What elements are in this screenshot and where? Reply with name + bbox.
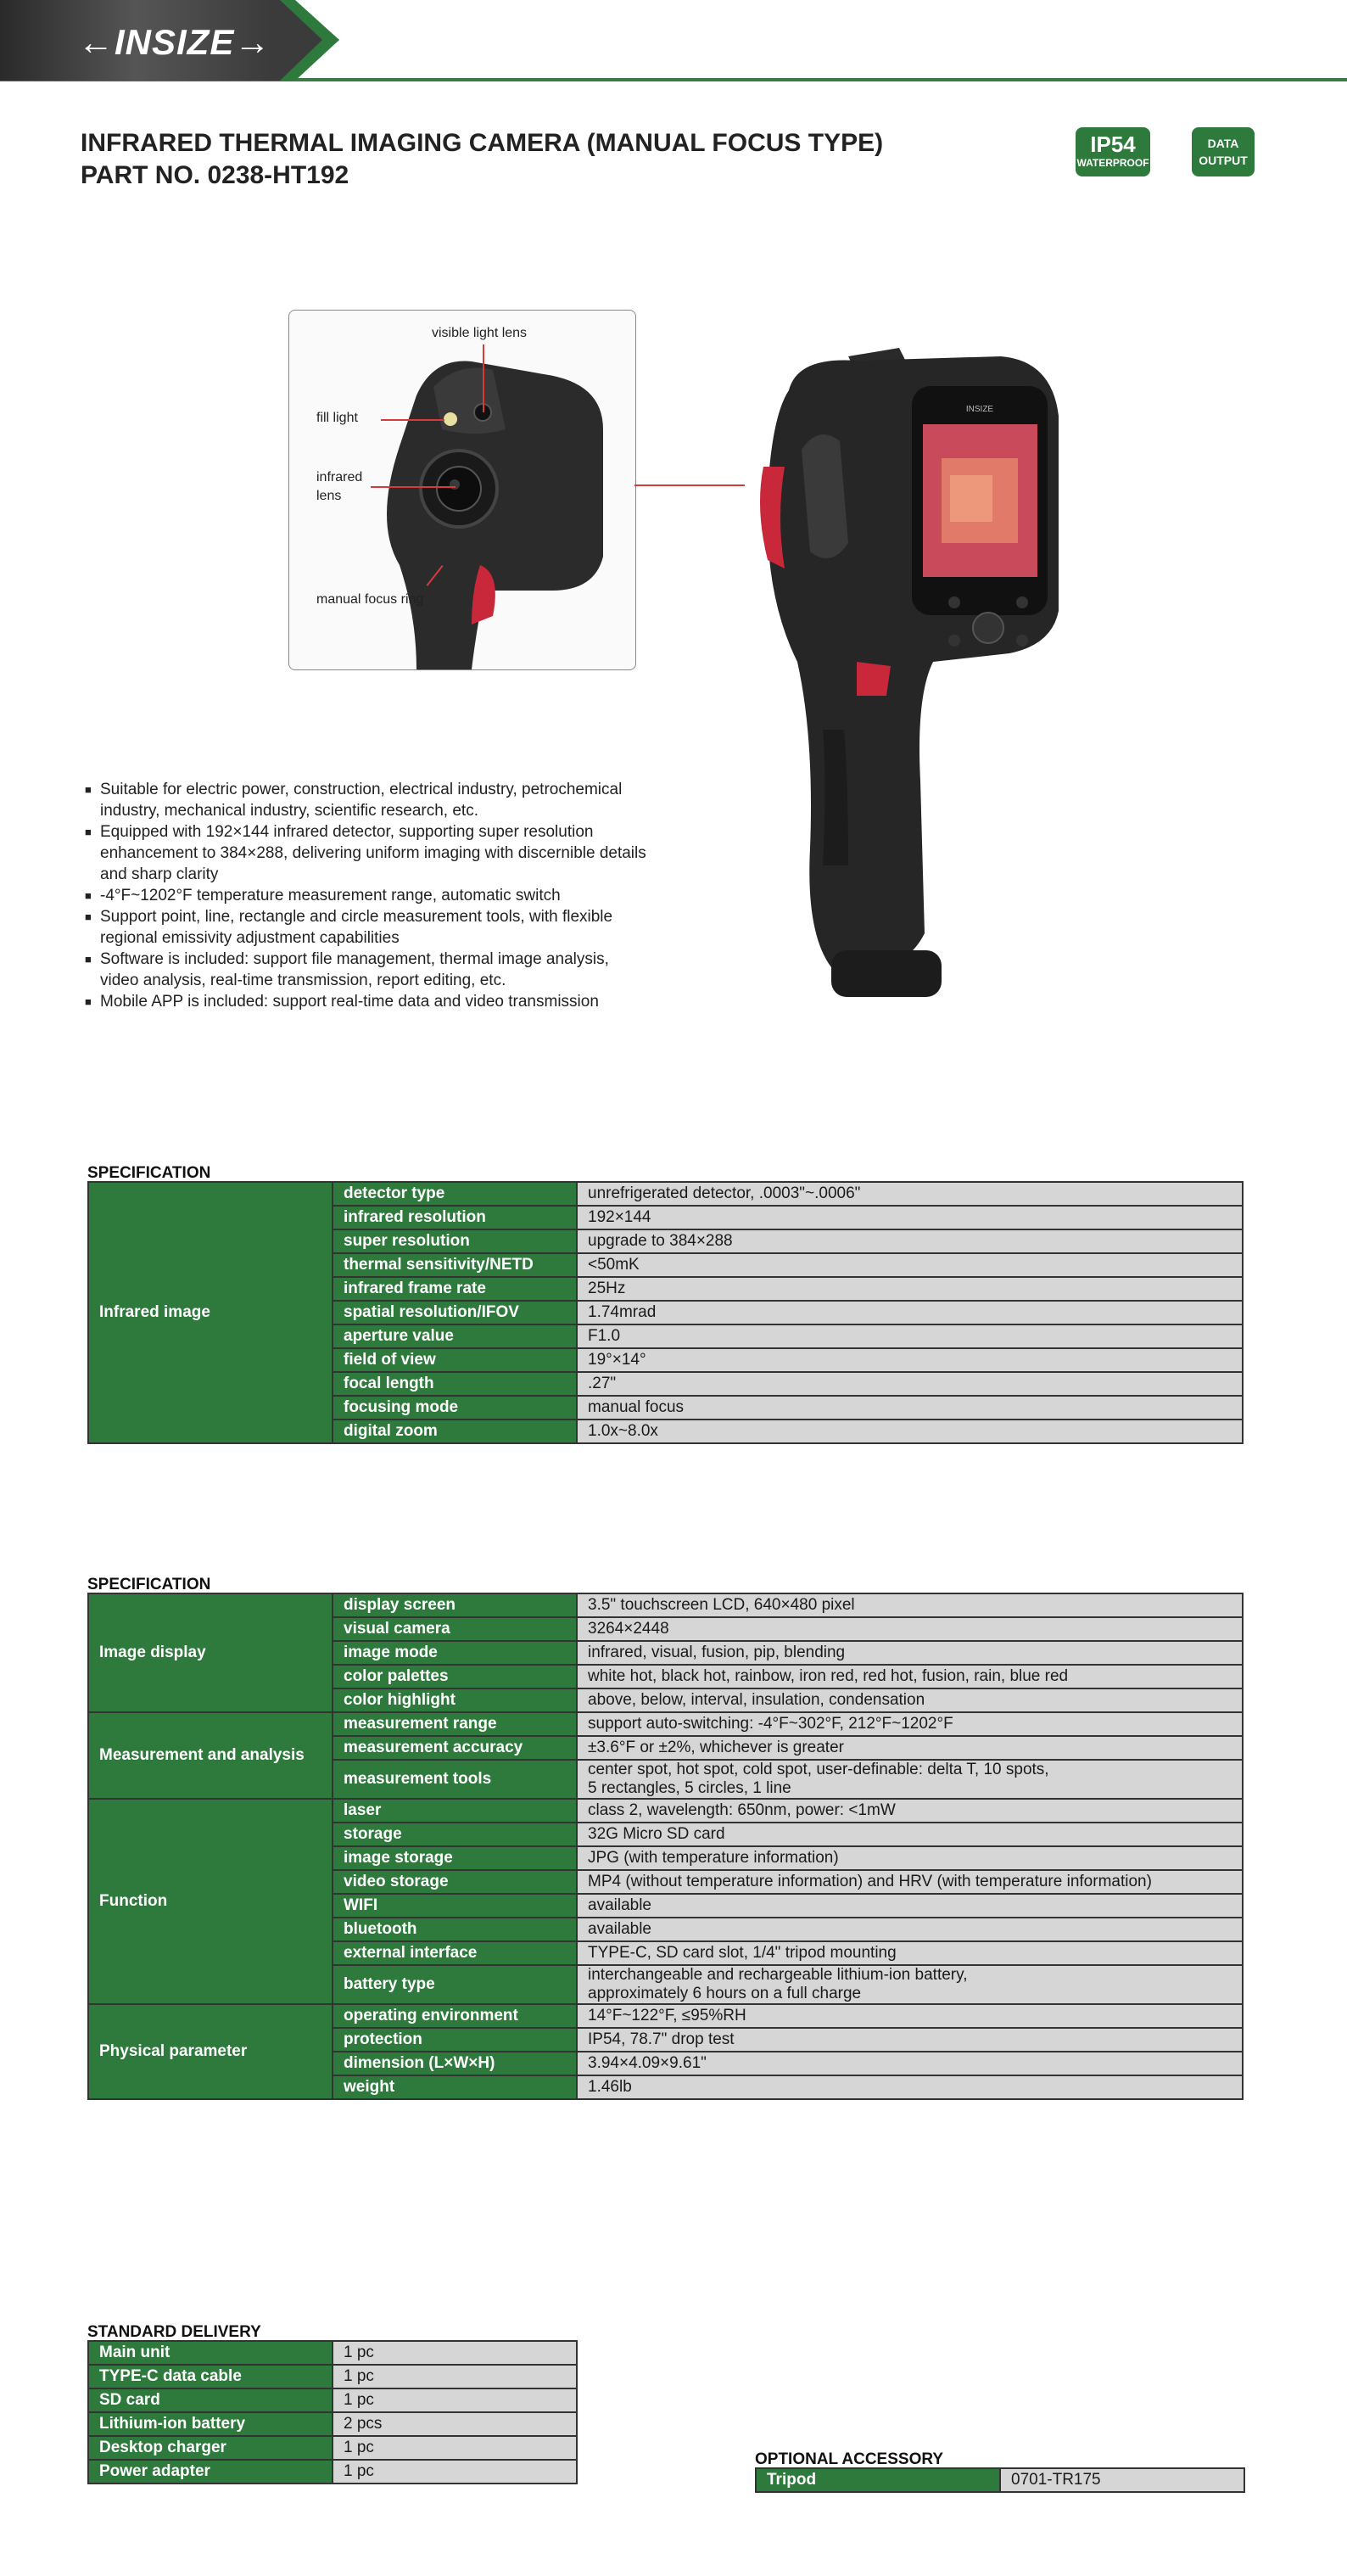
delivery-item: Main unit [88, 2341, 333, 2365]
spec-key: storage [333, 1823, 577, 1846]
spec-value-line: above, below, interval, insulation, condensation [588, 1691, 925, 1709]
feature-line: ■ Equipped with 192×144 infrared detector, supporting super resolution [100, 823, 594, 841]
spec-value-line: class 2, wavelength: 650nm, power: <1mW [588, 1801, 896, 1819]
label-manual-focus-ring: manual focus ring [316, 592, 424, 607]
group-label: Function [88, 1799, 333, 2004]
feature-line: industry, mechanical industry, scientific research, etc. [100, 802, 478, 820]
delivery-item: TYPE-C data cable [88, 2365, 333, 2388]
delivery-qty: 1 pc [333, 2341, 577, 2365]
spec-value-line: center spot, hot spot, cold spot, user-definable: delta T, 10 spots, [588, 1761, 1049, 1778]
delivery-heading: STANDARD DELIVERY [87, 2323, 261, 2341]
label-infrared-lens-2: lens [316, 489, 342, 503]
label-infrared-lens-1: infrared [316, 470, 363, 484]
label-fill-light: fill light [316, 411, 358, 425]
label-infrared-lens [316, 468, 362, 506]
spec-key: infrared resolution [333, 1206, 577, 1229]
table-row [88, 1593, 1243, 1617]
spec-value-line: infrared, visual, fusion, pip, blending [588, 1644, 846, 1661]
spec-key: focal length [333, 1372, 577, 1396]
spec1-heading: SPECIFICATION [87, 1164, 211, 1182]
spec-value [577, 1617, 1243, 1641]
spec-value [577, 1846, 1243, 1870]
accessory-part-number: 0701-TR175 [1000, 2468, 1244, 2492]
part-number: PART NO. 0238-HT192 [81, 161, 349, 189]
spec-key: digital zoom [333, 1420, 577, 1443]
spec-key: aperture value [333, 1324, 577, 1348]
feature-line: enhancement to 384×288, delivering uniform imaging with discernible details [100, 844, 646, 862]
leader-visible-light-lens [483, 344, 484, 412]
spec-key: thermal sensitivity/NETD [333, 1253, 577, 1277]
data-output-line1: DATA [1207, 137, 1239, 150]
spec-value [577, 1665, 1243, 1688]
spec-key: WIFI [333, 1894, 577, 1918]
spec-table-infrared-image [87, 1181, 1244, 1444]
leader-fill-light [381, 419, 444, 421]
spec-key: laser [333, 1799, 577, 1823]
camera-screen-brand: INSIZE [965, 405, 994, 414]
optional-heading: OPTIONAL ACCESSORY [755, 2450, 944, 2468]
spec-value-line: available [588, 1896, 651, 1914]
feature-line: video analysis, real-time transmission, report editing, etc. [100, 972, 506, 989]
spec-value: 192×144 [577, 1206, 1243, 1229]
spec-key: image mode [333, 1641, 577, 1665]
spec-key: visual camera [333, 1617, 577, 1641]
optional-accessory-table [755, 2467, 1245, 2493]
ip54-badge [1076, 127, 1150, 176]
page-title [81, 127, 883, 192]
spec-value-line: ±3.6°F or ±2%, whichever is greater [588, 1739, 844, 1756]
spec-value-line: approximately 6 hours on a full charge [588, 1985, 862, 2002]
spec-value-line: available [588, 1920, 651, 1938]
table-row [88, 1182, 1243, 1206]
spec-value-line: 1.46lb [588, 2078, 632, 2096]
feature-item [85, 949, 713, 991]
table-row [88, 2341, 577, 2365]
delivery-item: Lithium-ion battery [88, 2412, 333, 2436]
spec-key: field of view [333, 1348, 577, 1372]
table-row [88, 2460, 577, 2484]
table-row [88, 1799, 1243, 1823]
spec-key: dimension (L×W×H) [333, 2052, 577, 2075]
ip54-badge-rating: IP54 [1090, 132, 1136, 157]
lens-callout-image [288, 310, 636, 670]
feature-line: ■ -4°F~1202°F temperature measurement range, automatic switch [100, 887, 561, 904]
spec-value-line: MP4 (without temperature information) and HRV (with temperature information) [588, 1873, 1152, 1890]
spec-key: display screen [333, 1593, 577, 1617]
delivery-item: SD card [88, 2388, 333, 2412]
delivery-item: Power adapter [88, 2460, 333, 2484]
delivery-qty: 1 pc [333, 2365, 577, 2388]
spec-value [577, 1736, 1243, 1760]
delivery-qty: 1 pc [333, 2388, 577, 2412]
spec-key: operating environment [333, 2004, 577, 2028]
spec-key: video storage [333, 1870, 577, 1894]
spec-key: bluetooth [333, 1918, 577, 1941]
spec-value-line: white hot, black hot, rainbow, iron red, red hot, fusion, rain, blue red [588, 1667, 1069, 1685]
feature-item [85, 821, 713, 885]
spec-key: measurement accuracy [333, 1736, 577, 1760]
spec-value: 25Hz [577, 1277, 1243, 1301]
delivery-qty: 2 pcs [333, 2412, 577, 2436]
spec-key: protection [333, 2028, 577, 2052]
spec-key: measurement range [333, 1712, 577, 1736]
spec-key: color palettes [333, 1665, 577, 1688]
spec-value: 1.74mrad [577, 1301, 1243, 1324]
spec-value-line: 3264×2448 [588, 1620, 669, 1638]
spec-value-line: TYPE-C, SD card slot, 1/4" tripod mounting [588, 1944, 897, 1962]
spec-key: detector type [333, 1182, 577, 1206]
data-output-badge [1192, 127, 1255, 176]
spec-value [577, 2028, 1243, 2052]
spec-key: color highlight [333, 1688, 577, 1712]
spec-value [577, 1688, 1243, 1712]
table-row [88, 2436, 577, 2460]
spec-value: manual focus [577, 1396, 1243, 1420]
spec-value [577, 1870, 1243, 1894]
spec-value [577, 1965, 1243, 2004]
table-row [756, 2468, 1244, 2492]
brand-logo-text: INSIZE [115, 22, 235, 62]
spec-key: measurement tools [333, 1760, 577, 1799]
spec2-heading: SPECIFICATION [87, 1576, 211, 1593]
feature-line: ■ Suitable for electric power, construction, electrical industry, petrochemical [100, 781, 623, 798]
spec-key: infrared frame rate [333, 1277, 577, 1301]
delivery-qty: 1 pc [333, 2460, 577, 2484]
feature-line: regional emissivity adjustment capabilities [100, 929, 400, 947]
feature-list [85, 779, 713, 1012]
group-label: Measurement and analysis [88, 1712, 333, 1799]
spec-value-line: interchangeable and rechargeable lithium-ion battery, [588, 1966, 968, 1984]
brand-logo: ←INSIZE→ [78, 22, 271, 62]
spec-key: spatial resolution/IFOV [333, 1301, 577, 1324]
accessory-name: Tripod [756, 2468, 1000, 2492]
feature-line: ■ Software is included: support file management, thermal image analysis, [100, 950, 609, 968]
feature-item [85, 991, 713, 1012]
table-row [88, 2004, 1243, 2028]
spec-value [577, 1712, 1243, 1736]
spec-value [577, 1799, 1243, 1823]
callout-connector-line [634, 484, 745, 486]
spec-value: unrefrigerated detector, .0003"~.0006" [577, 1182, 1243, 1206]
spec-value: upgrade to 384×288 [577, 1229, 1243, 1253]
spec-value [577, 1823, 1243, 1846]
spec-value [577, 1760, 1243, 1799]
spec-value [577, 1894, 1243, 1918]
group-label: Image display [88, 1593, 333, 1712]
group-label: Infrared image [88, 1182, 333, 1443]
feature-line: and sharp clarity [100, 865, 219, 883]
spec-value: <50mK [577, 1253, 1243, 1277]
spec-key: weight [333, 2075, 577, 2099]
delivery-qty: 1 pc [333, 2436, 577, 2460]
leader-infrared-lens [371, 486, 456, 488]
table-row [88, 2388, 577, 2412]
spec-value: 1.0x~8.0x [577, 1420, 1243, 1443]
spec-value [577, 2004, 1243, 2028]
feature-item [85, 885, 713, 906]
data-output-line2: OUTPUT [1199, 154, 1248, 167]
feature-line: ■ Mobile APP is included: support real-time data and video transmission [100, 993, 599, 1011]
label-visible-light-lens: visible light lens [432, 326, 528, 340]
spec-value: .27" [577, 1372, 1243, 1396]
spec-value-line: JPG (with temperature information) [588, 1849, 839, 1867]
spec-key: battery type [333, 1965, 577, 2004]
spec-value [577, 1918, 1243, 1941]
spec-value [577, 1593, 1243, 1617]
spec-value-line: IP54, 78.7" drop test [588, 2030, 735, 2048]
table-row [88, 2365, 577, 2388]
spec-value [577, 2052, 1243, 2075]
feature-item [85, 906, 713, 949]
delivery-item: Desktop charger [88, 2436, 333, 2460]
thermal-camera-product-image [738, 339, 1060, 1018]
spec-table-general [87, 1593, 1244, 2100]
product-name: INFRARED THERMAL IMAGING CAMERA (MANUAL FOCUS TYPE) [81, 129, 884, 157]
spec-key: image storage [333, 1846, 577, 1870]
feature-line: ■ Support point, line, rectangle and circle measurement tools, with flexible [100, 908, 613, 926]
spec-value: F1.0 [577, 1324, 1243, 1348]
spec-value: 19°×14° [577, 1348, 1243, 1372]
spec-value-line: 5 rectangles, 5 circles, 1 line [588, 1779, 791, 1797]
spec-value [577, 1941, 1243, 1965]
table-row [88, 2412, 577, 2436]
spec-value-line: 14°F~122°F, ≤95%RH [588, 2007, 746, 2024]
table-row [88, 1712, 1243, 1736]
spec-value [577, 2075, 1243, 2099]
spec-value-line: 32G Micro SD card [588, 1825, 725, 1843]
spec-value [577, 1641, 1243, 1665]
standard-delivery-table [87, 2340, 578, 2484]
spec-key: super resolution [333, 1229, 577, 1253]
feature-item [85, 779, 713, 821]
spec-value-line: 3.5" touchscreen LCD, 640×480 pixel [588, 1596, 855, 1614]
spec-key: external interface [333, 1941, 577, 1965]
group-label: Physical parameter [88, 2004, 333, 2099]
spec-value-line: support auto-switching: -4°F~302°F, 212°F~1202°F [588, 1715, 953, 1733]
spec-value-line: 3.94×4.09×9.61" [588, 2054, 707, 2072]
ip54-badge-label: WATERPROOF [1076, 157, 1149, 169]
spec-key: focusing mode [333, 1396, 577, 1420]
